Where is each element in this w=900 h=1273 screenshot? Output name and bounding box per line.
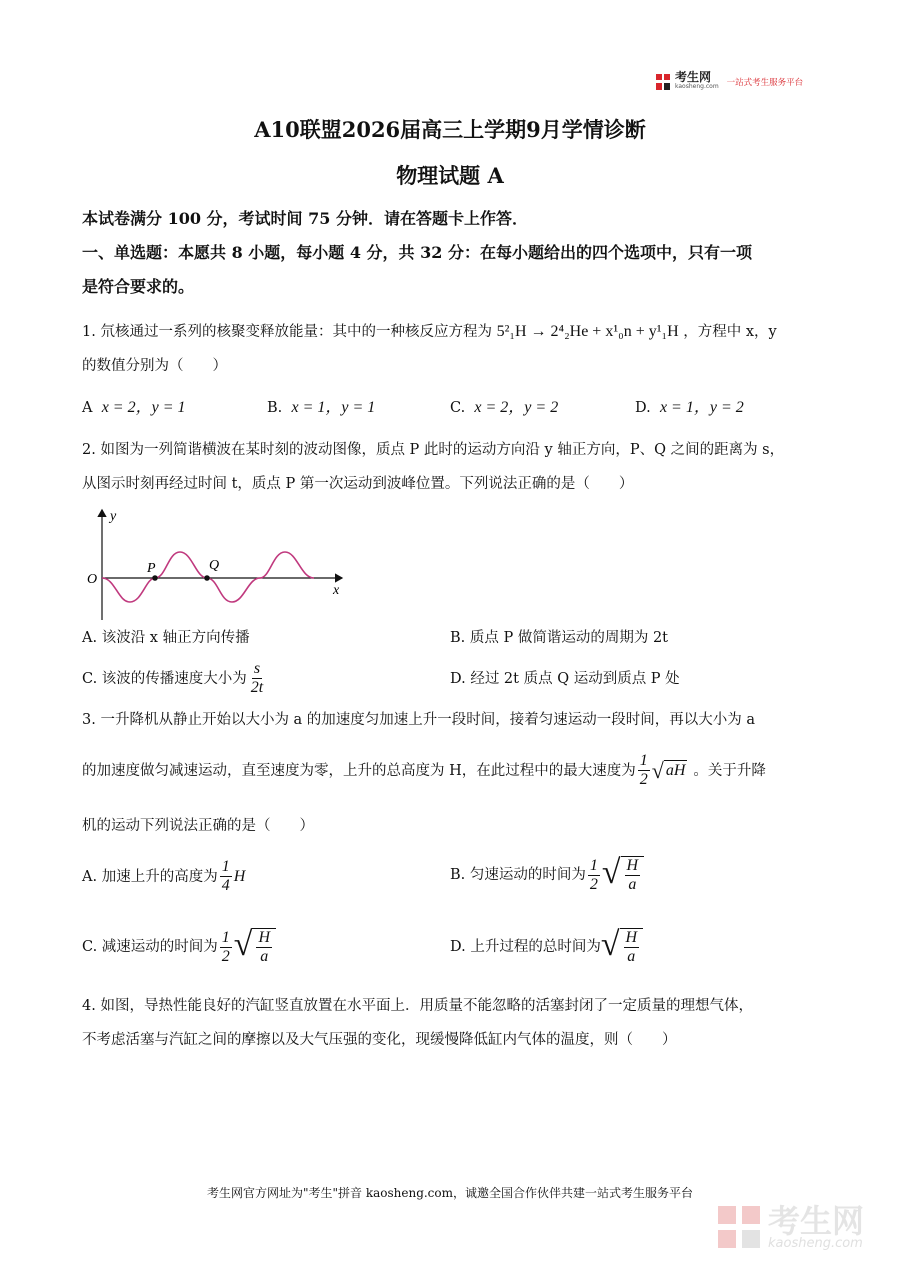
q4-stem-line1: 4. 如图，导热性能良好的汽缸竖直放置在水平面上．用质量不能忽略的活塞封闭了一定质量的理想气体， [82, 998, 753, 1014]
footer-text[interactable]: 考生网官方网址为"考生"拼音 kaosheng.com，诚邀全国合作伙伴共建一站式考生服务平台 [206, 1186, 694, 1200]
q3-speed-sqrt: √ aH [651, 757, 686, 783]
q3-c-fraction: $\frac{1}{2}$ [221, 928, 230, 965]
q1-option-d[interactable]: D. x = 1，y = 2 [635, 399, 744, 416]
x-axis-label: x [333, 583, 340, 598]
q-label: Q [209, 558, 220, 573]
q3-a-fraction: $\frac{1}{4}$ [221, 858, 230, 894]
section-header-line1: 一、单选题：本愿共 8 小题，每小题 4 分，共 32 分：在每小题给出的四个选项中，只有一项 [82, 243, 752, 262]
q1-equation: 5²₁H → 2⁴₂He + x¹₀n + y¹₁H [496, 323, 679, 340]
q3-b-fraction: $\frac{1}{2}$ [589, 856, 598, 893]
q2-stem-line2: 从图示时刻再经过时间 t，质点 P 第一次运动到波峰位置。下列说法正确的是（ ） [82, 476, 634, 492]
q1-stem-line2: 的数值分别为（ ） [82, 358, 227, 374]
logo-main-text: 考生网 [675, 70, 712, 84]
watermark [716, 1201, 865, 1251]
q2-option-b[interactable]: B. 质点 P 做简谐运动的周期为 2t [450, 630, 669, 646]
q3-speed-fraction: $\frac{1}{2}$ [639, 752, 648, 788]
q3-option-a[interactable]: A. 加速上升的高度为 $\frac{1}{4}$ H [82, 858, 246, 894]
q3-d-sqrt: √ $\frac{H}{a}$ [601, 928, 643, 966]
q2-wave-figure [80, 502, 360, 624]
section-header-line2: 是符合要求的。 [82, 277, 195, 296]
q3-stem-line2: 的加速度做匀减速运动，直至速度为零，上升的总高度为 H，在此过程中的最大速度为 $\frac{1}{2}$ √ aH 。关于升降 [82, 752, 766, 788]
q2-option-d[interactable]: D. 经过 2t 质点 Q 运动到质点 P 处 [450, 671, 680, 687]
q3-option-c[interactable]: C. 减速运动的时间为 $\frac{1}{2}$ √ $\frac{H}{a}$ [82, 928, 276, 966]
q1-stem-a: 1. 氘核通过一系列的核聚变释放能量：其中的一种核反应方程为 [82, 324, 492, 340]
exam-subtitle: 物理试题 A [396, 163, 504, 188]
logo-slogan: 一站式考生服务平台 [726, 78, 804, 88]
q3-b-sqrt: √ $\frac{H}{a}$ [602, 856, 644, 894]
q1-option-c[interactable]: C. x = 2，y = 2 [450, 399, 559, 416]
q2-c-fraction: $\frac{s}{2t}$ [250, 660, 264, 696]
point-q [204, 575, 210, 581]
q4-stem-line2: 不考虑活塞与汽缸之间的摩擦以及大气压强的变化，现缓慢降低缸内气体的温度，则（ ） [82, 1032, 677, 1048]
logo-sub-text: kaosheng.com [675, 83, 719, 90]
q2-stem-line1: 2. 如图为一列简谐横波在某时刻的波动图像，质点 P 此时的运动方向沿 y 轴正方向，P、Q 之间的距离为 s， [82, 442, 785, 458]
q1-stem-line1 [82, 322, 777, 342]
q1-option-a[interactable]: A x = 2，y = 1 [82, 399, 186, 416]
q1-stem-b: ，方程中 x，y [683, 324, 777, 340]
y-axis-label: y [110, 509, 117, 524]
q3-stem-line3: 机的运动下列说法正确的是（ ） [82, 818, 314, 834]
watermark-main: 考生网 [768, 1201, 865, 1240]
exam-instructions: 本试卷满分 100 分，考试时间 75 分钟．请在答题卡上作答． [82, 209, 528, 228]
point-p [152, 575, 158, 581]
header-logo[interactable] [655, 72, 803, 95]
q2-option-a[interactable]: A. 该波沿 x 轴正方向传播 [82, 630, 250, 646]
q1-option-b[interactable]: B. x = 1，y = 1 [267, 399, 376, 416]
q2-option-c[interactable]: C. 该波的传播速度大小为 $\frac{s}{2t}$ [82, 660, 264, 696]
q3-option-b[interactable]: B. 匀速运动的时间为 $\frac{1}{2}$ √ $\frac{H}{a}$ [450, 856, 644, 894]
p-label: P [147, 561, 156, 576]
q3-option-d[interactable]: D. 上升过程的总时间为 √ $\frac{H}{a}$ [450, 928, 643, 966]
watermark-sub: kaosheng.com [768, 1235, 863, 1251]
origin-label: O [87, 572, 98, 587]
kaosheng-logo-icon [655, 73, 671, 91]
q3-c-sqrt: √ $\frac{H}{a}$ [234, 928, 276, 966]
q3-stem-line1: 3. 一升降机从静止开始以大小为 a 的加速度匀加速上升一段时间，接着匀速运动一段时间，再以大小为 a [82, 712, 756, 728]
watermark-logo-icon [716, 1204, 762, 1250]
exam-title: A10联盟2026届高三上学期9月学情诊断 [254, 117, 646, 142]
